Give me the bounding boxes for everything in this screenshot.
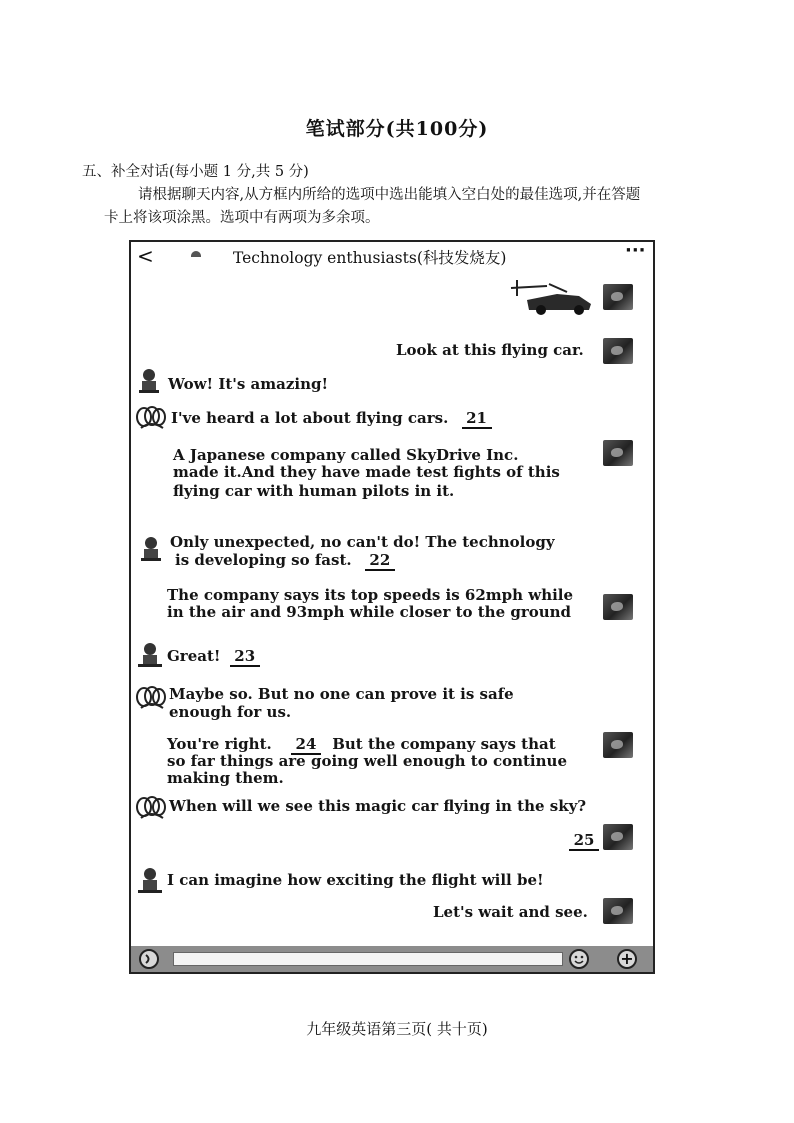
message-input[interactable]: [173, 952, 563, 966]
chat-message: made it.And they have made test fights of this: [173, 463, 560, 481]
avatar-right: [603, 338, 633, 364]
blank-21[interactable]: 21: [462, 410, 492, 429]
boy-avatar-icon: [137, 368, 161, 394]
chat-message: You're right.: [167, 735, 272, 753]
chat-message: Wow! It's amazing!: [168, 375, 329, 393]
chat-message: flying car with human pilots in it.: [173, 482, 455, 500]
chat-message: I can imagine how exciting the flight will be!: [167, 871, 544, 889]
blank-25[interactable]: 25: [569, 832, 599, 851]
chat-message: Maybe so. But no one can prove it is safe: [169, 685, 514, 703]
blank-24[interactable]: 24: [291, 736, 321, 755]
flower-avatar-icon: [135, 796, 167, 820]
emoji-icon[interactable]: [569, 949, 589, 969]
chat-message: When will we see this magic car flying in the sky?: [169, 797, 587, 815]
chat-window: [129, 240, 655, 974]
chat-message: The company says its top speeds is 62mph while: [167, 586, 574, 604]
chat-message: A Japanese company called SkyDrive Inc.: [173, 446, 519, 464]
page-title: 笔试部分(共100分): [305, 118, 489, 140]
chat-message: is developing so fast.: [175, 551, 352, 569]
blank-22[interactable]: 22: [365, 552, 395, 571]
chat-message: making them.: [167, 769, 284, 787]
instruction-line-1: 请根据聊天内容,从方框内所给的选项中选出能填入空白处的最佳选项,并在答题: [138, 187, 641, 203]
avatar-right: [603, 732, 633, 758]
avatar-right: [603, 284, 633, 310]
status-dot-icon: [191, 251, 201, 257]
avatar-right: [603, 594, 633, 620]
avatar-right: [603, 898, 633, 924]
more-icon[interactable]: ···: [625, 240, 646, 261]
chat-message: Let's wait and see.: [433, 903, 588, 921]
chat-message: enough for us.: [169, 703, 292, 721]
chat-message: Only unexpected, no can't do! The technology: [170, 533, 555, 551]
chat-title: Technology enthusiasts(科技发烧友): [233, 249, 507, 267]
flower-avatar-icon: [135, 406, 167, 430]
flower-avatar-icon: [135, 686, 167, 710]
blank-23[interactable]: 23: [230, 648, 260, 667]
instruction-line-2: 卡上将该项涂黑。选项中有两项为多余项。: [104, 210, 380, 226]
input-bar: [131, 946, 653, 972]
boy-avatar-icon: [137, 642, 163, 668]
chat-message: But the company says that: [332, 735, 556, 753]
chat-message: so far things are going well enough to continue: [167, 752, 567, 770]
flying-car-image: [507, 274, 595, 316]
avatar-right: [603, 440, 633, 466]
section-heading: 五、补全对话(每小题 1 分,共 5 分): [82, 164, 309, 180]
add-icon[interactable]: +: [617, 949, 637, 969]
boy-avatar-icon: [137, 866, 163, 894]
chat-message: I've heard a lot about flying cars.: [171, 409, 449, 427]
instruction-text: [104, 184, 732, 230]
chat-message: Great!: [167, 647, 221, 665]
back-icon[interactable]: <: [137, 244, 154, 268]
page-footer: 九年级英语第三页( 共十页): [306, 1020, 488, 1038]
avatar-right: [603, 824, 633, 850]
voice-icon[interactable]: [139, 949, 159, 969]
chat-message: in the air and 93mph while closer to the ground: [167, 603, 572, 621]
boy-avatar-icon: [139, 536, 163, 562]
chat-message: Look at this flying car.: [396, 341, 584, 359]
